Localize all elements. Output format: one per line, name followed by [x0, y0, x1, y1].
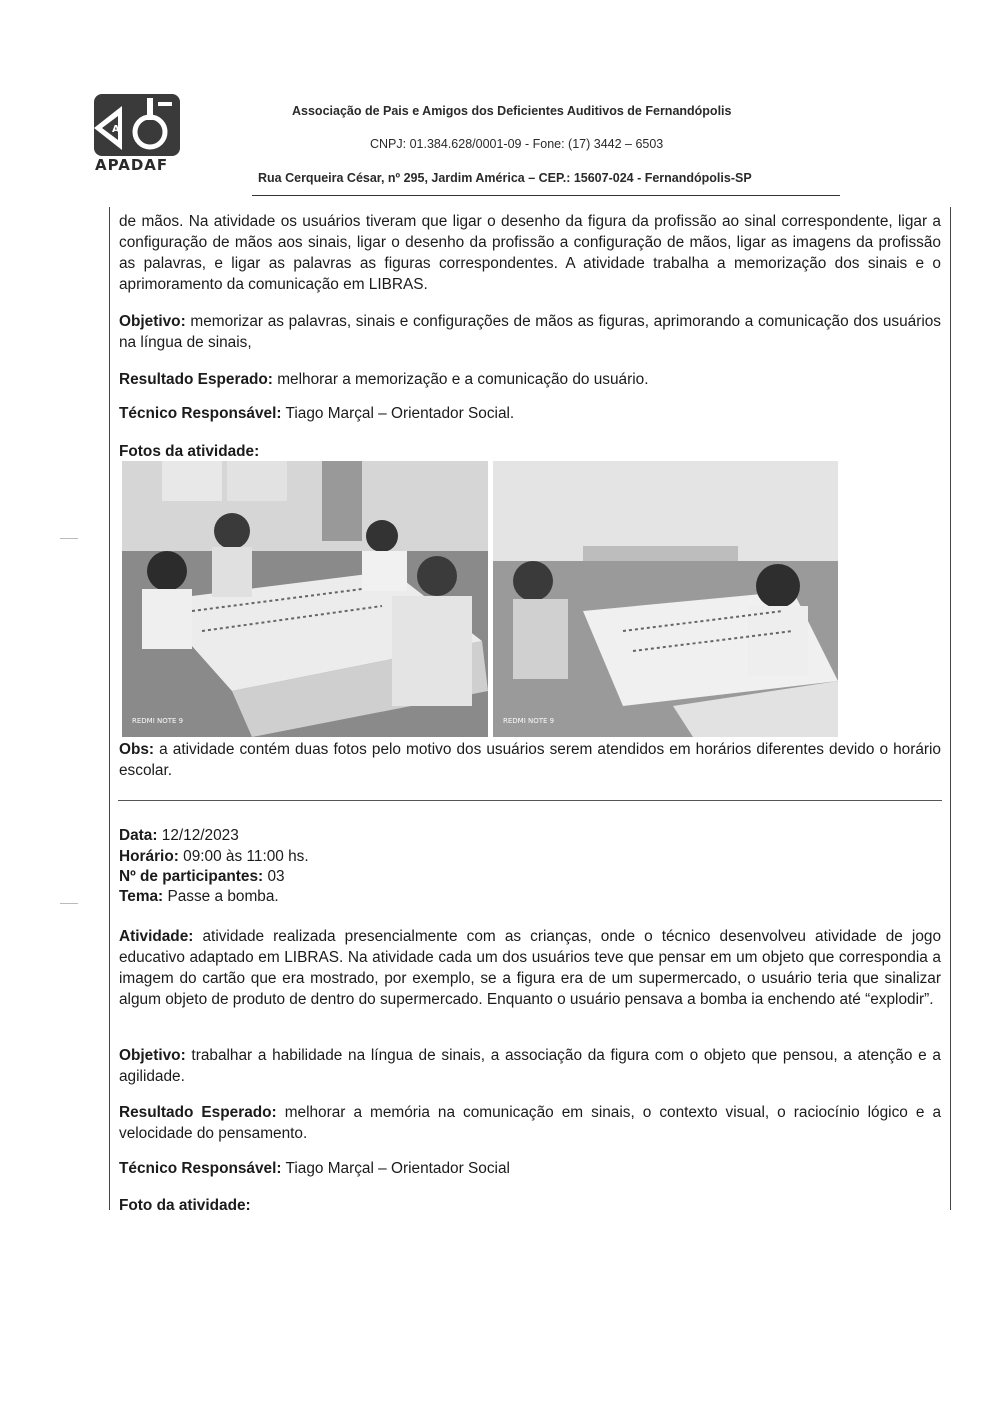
tema-value: Passe a bomba.	[167, 888, 279, 905]
section1-resultado	[119, 369, 941, 390]
resultado-text: melhorar a memorização e a comunicação do usuário.	[277, 371, 649, 388]
section1-intro: de mãos. Na atividade os usuários tiveram que ligar o desenho da figura da profissão ao sinal correspondente, ligar a configuração de mãos aos sinais, ligar o desenho da profissão a configuração de mãos, ligar as imagens da profissão as palavras, e ligar as palavras as figuras correspondentes. A atividade trabalha a memorização dos sinais e o aprimoramento da comunicação em LIBRAS.	[119, 213, 941, 293]
scan-mark	[60, 903, 78, 904]
section1-tecnico	[119, 403, 941, 424]
resultado-label: Resultado Esperado:	[119, 1104, 277, 1121]
section2-tecnico	[119, 1158, 941, 1179]
org-contact: CNPJ: 01.384.628/0001-09 - Fone: (17) 3442 – 6503	[370, 137, 664, 151]
section2-objetivo	[119, 1045, 941, 1087]
section1-obs	[119, 739, 941, 781]
frame-right-border	[950, 207, 951, 1210]
resultado-label: Resultado Esperado:	[119, 371, 273, 388]
activity-photo-1	[122, 461, 488, 737]
tecnico-label: Técnico Responsável:	[119, 1160, 282, 1177]
objetivo-text: memorizar as palavras, sinais e configurações de mãos as figuras, aprimorando a comunicação dos usuários na língua de sinais,	[119, 313, 941, 351]
objetivo-label: Objetivo:	[119, 313, 186, 330]
tecnico-text: Tiago Marçal – Orientador Social	[285, 1160, 510, 1177]
data-line: Data: 12/12/2023	[119, 827, 239, 844]
resultado-text: melhorar a memória na comunicação em sinais, o contexto visual, o raciocínio lógico e a velocidade do pensamento.	[119, 1104, 941, 1142]
participantes-line: Nº de participantes: 03	[119, 868, 285, 885]
scan-mark	[60, 538, 78, 539]
atividade-label: Atividade:	[119, 928, 194, 945]
objetivo-text: trabalhar a habilidade na língua de sinais, a associação da figura com o objeto que pensou, a atenção e a agilidade.	[119, 1047, 941, 1085]
horario-value: 09:00 às 11:00 hs.	[183, 848, 309, 865]
section1-fotos-label: Fotos da atividade:	[119, 443, 260, 460]
header-divider	[252, 195, 840, 196]
section2-foto-label: Foto da atividade:	[119, 1197, 251, 1214]
tecnico-label: Técnico Responsável:	[119, 405, 282, 422]
activity-photo-2	[493, 461, 838, 737]
svg-text:A: A	[112, 124, 120, 135]
section2-resultado	[119, 1102, 941, 1144]
tecnico-text: Tiago Marçal – Orientador Social.	[285, 405, 515, 422]
obs-text: a atividade contém duas fotos pelo motivo dos usuários serem atendidos em horários diferentes devido o horário escolar.	[119, 741, 941, 779]
svg-text:REDMI NOTE 9: REDMI NOTE 9	[503, 717, 555, 725]
data-value: 12/12/2023	[161, 827, 239, 844]
objetivo-label: Objetivo:	[119, 1047, 186, 1064]
svg-text:REDMI NOTE 9: REDMI NOTE 9	[132, 717, 184, 725]
obs-label: Obs:	[119, 741, 155, 758]
participantes-value: 03	[267, 868, 285, 885]
section2-atividade	[119, 926, 941, 1010]
atividade-text: atividade realizada presencialmente com as crianças, onde o técnico desenvolveu atividade de jogo educativo adaptado em LIBRAS. Na atividade cada um dos usuários teve que pensar em um objeto que correspondia a imagem do cartão que era mostrado, por exemplo, se a figura era de um supermercado, o usuário teria que sinalizar algum objeto de produto de dentro do supermercado. Enquanto o usuário pensava a bomba ia enchendo até “explodir”.	[119, 928, 942, 1008]
horario-line: Horário: 09:00 às 11:00 hs.	[119, 848, 309, 865]
org-name: Associação de Pais e Amigos dos Deficientes Auditivos de Fernandópolis	[292, 104, 732, 118]
section-divider	[118, 800, 942, 801]
frame-left-border	[109, 207, 110, 1210]
logo-text: APADAF	[95, 156, 169, 174]
tema-line: Tema: Passe a bomba.	[119, 888, 279, 905]
section1-objetivo	[119, 311, 941, 353]
org-address: Rua Cerqueira César, nº 295, Jardim América – CEP.: 15607-024 - Fernandópolis-SP	[258, 171, 752, 185]
